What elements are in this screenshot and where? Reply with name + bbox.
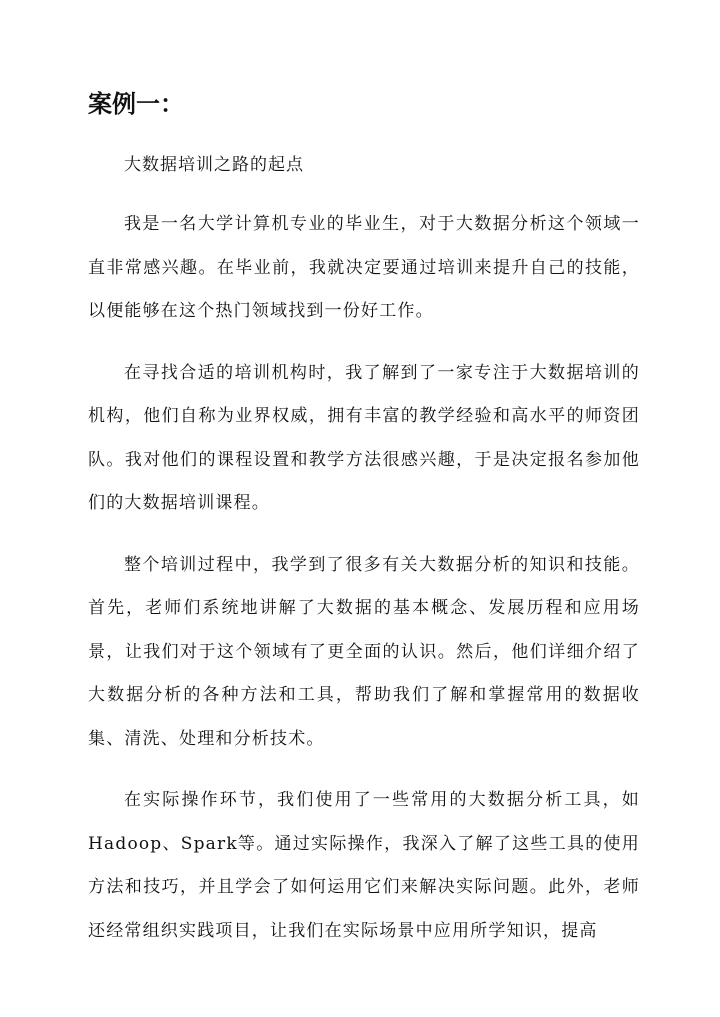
- paragraph-4: 在实际操作环节，我们使用了一些常用的大数据分析工具，如Hadoop、Spark等。通过实际操作，我深入了解了这些工具的使用方法和技巧，并且学会了如何运用它们来解决实际问题。此外，老师还经常组织实践项目，让我们在实际场景中应用所学知识，提高: [88, 790, 640, 941]
- paragraph-1: 我是一名大学计算机专业的毕业生，对于大数据分析这个领域一直非常感兴趣。在毕业前，我就决定要通过培训来提升自己的技能，以便能够在这个热门领域找到一份好工作。: [88, 214, 640, 321]
- document-body: [88, 148, 640, 953]
- paragraph-2: 在寻找合适的培训机构时，我了解到了一家专注于大数据培训的机构，他们自称为业界权威，拥有丰富的教学经验和高水平的师资团队。我对他们的课程设置和教学方法很感兴趣，于是决定报名参加他们的大数据培训课程。: [88, 362, 640, 513]
- paragraph-3: 整个培训过程中，我学到了很多有关大数据分析的知识和技能。首先，老师们系统地讲解了大数据的基本概念、发展历程和应用场景，让我们对于这个领域有了更全面的认识。然后，他们详细介绍了大数据分析的各种方法和工具，帮助我们了解和掌握常用的数据收集、清洗、处理和分析技术。: [88, 554, 640, 749]
- case-heading: 案例一：: [88, 89, 184, 118]
- section-subtitle: 大数据培训之路的起点: [124, 155, 304, 175]
